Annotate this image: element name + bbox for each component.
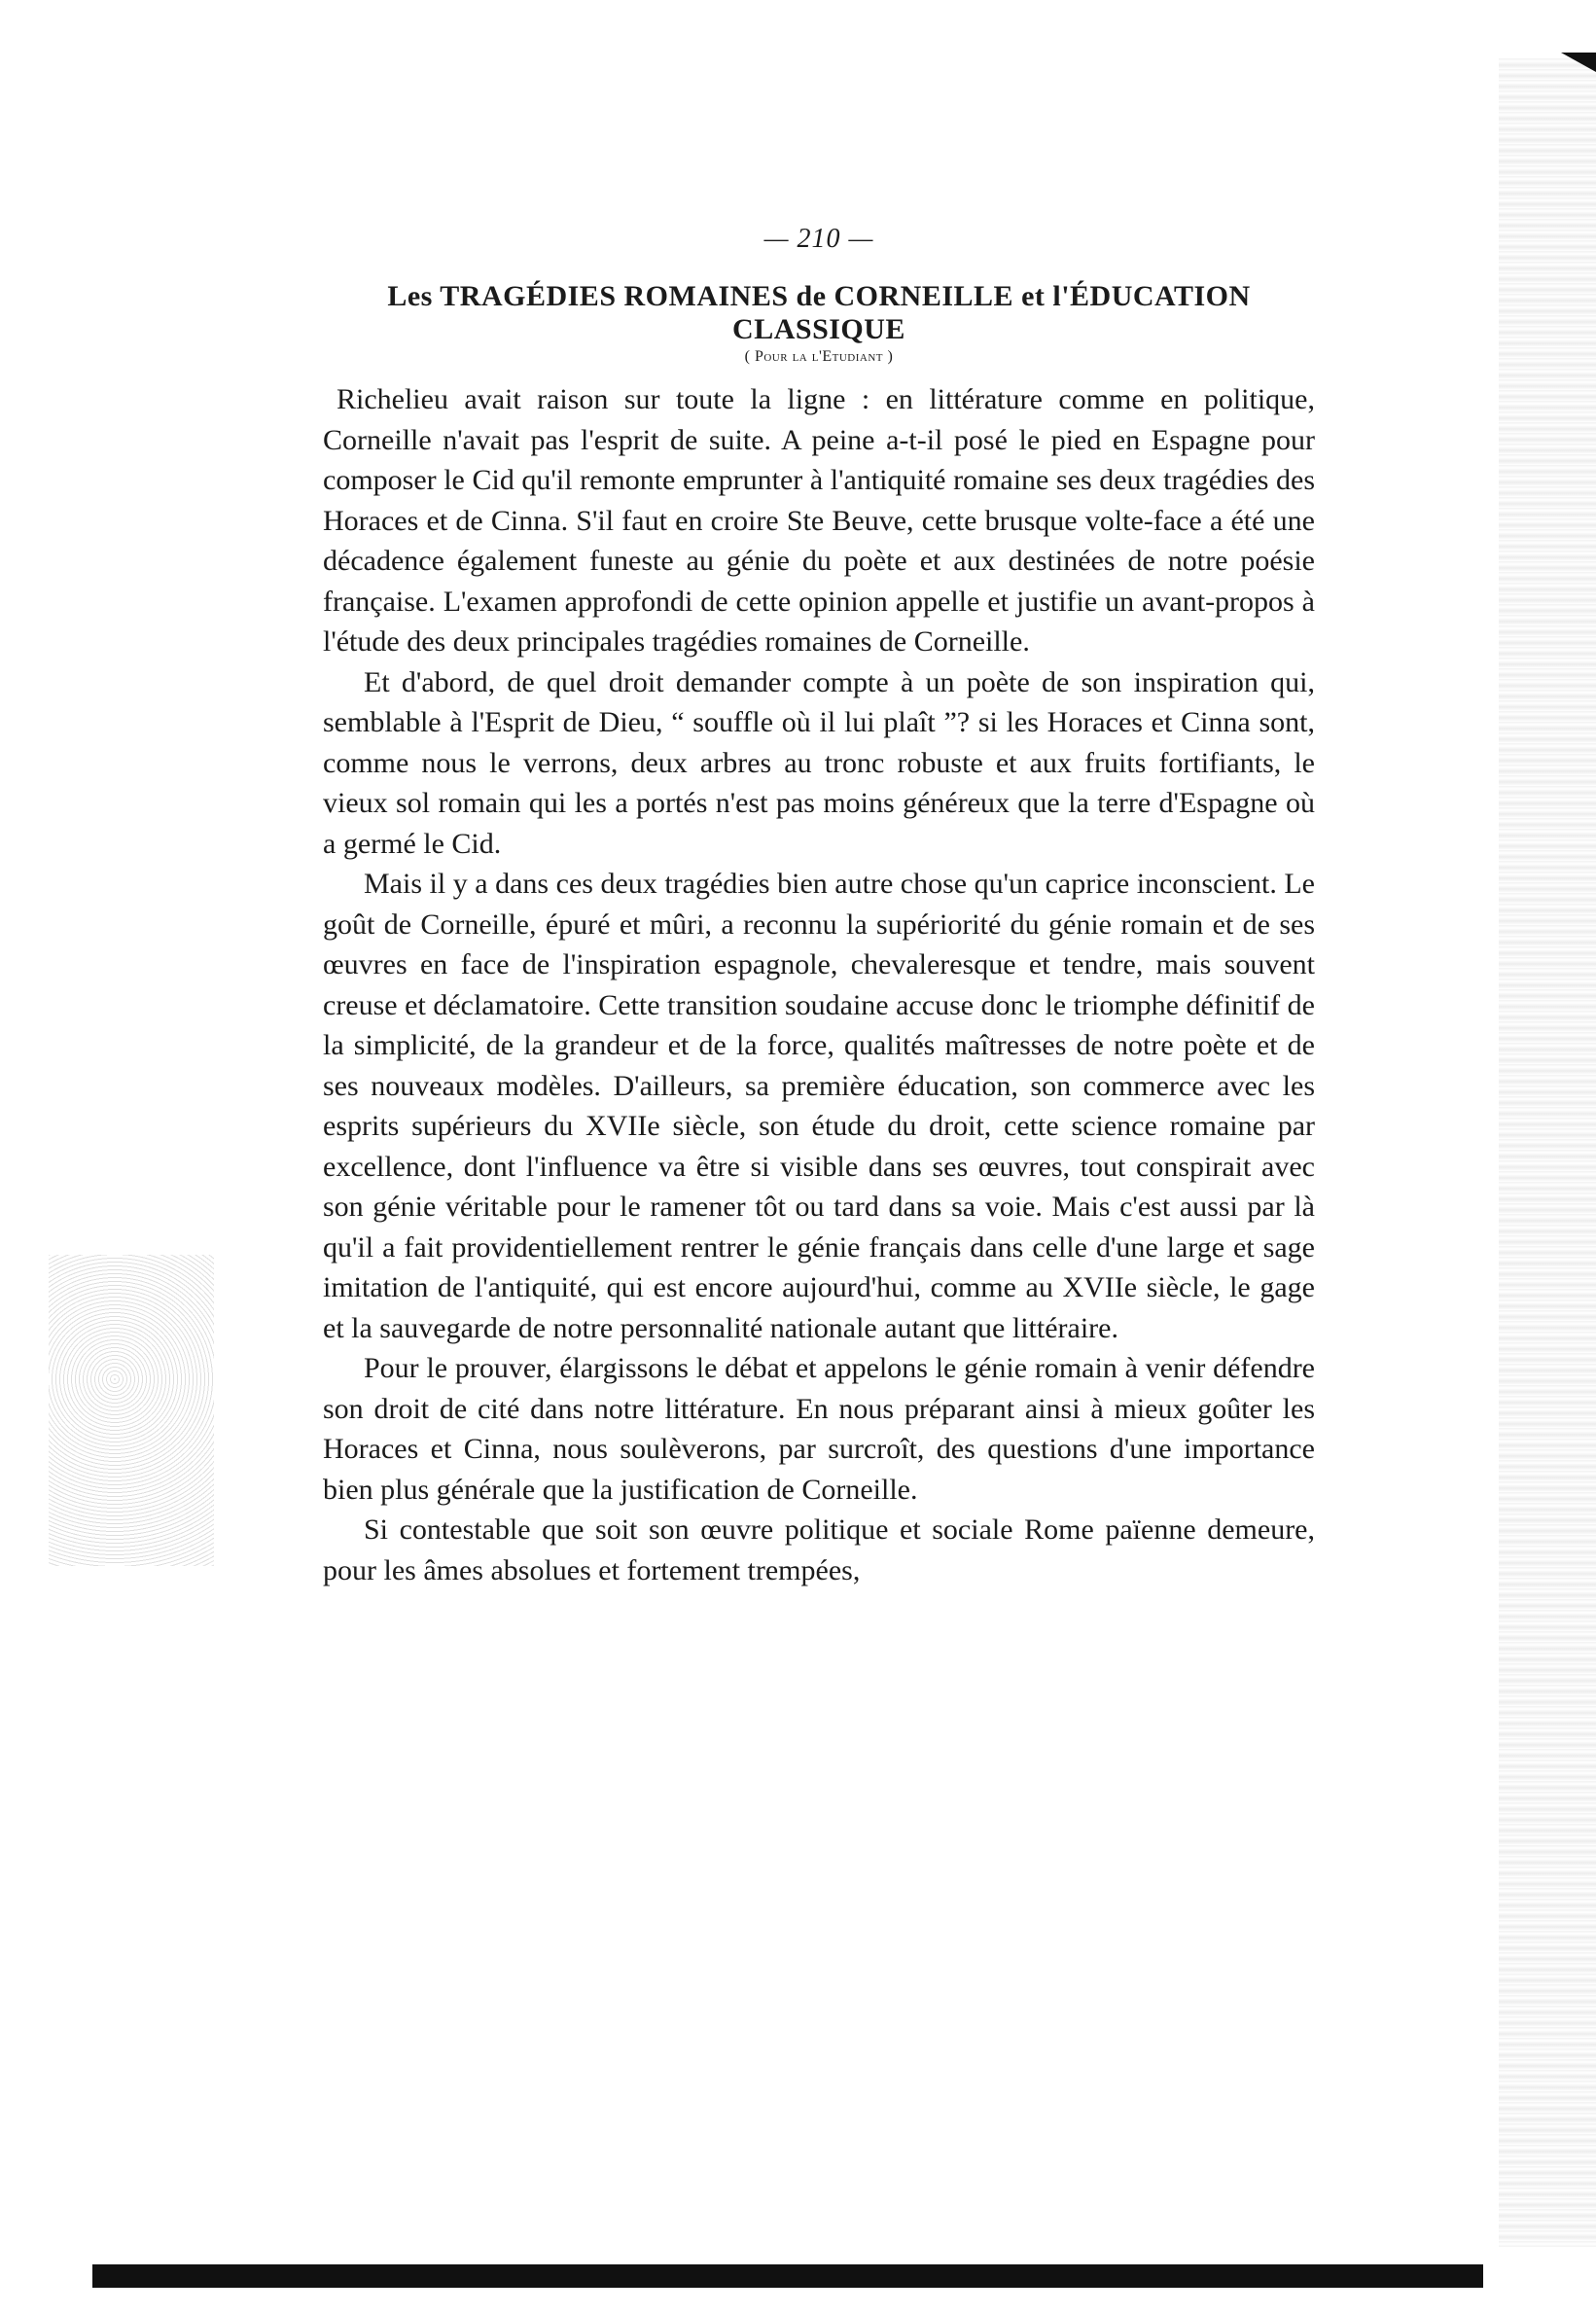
- article-subtitle: ( Pour la l'Etudiant ): [744, 348, 894, 365]
- paragraph-2: Et d'abord, de quel droit demander compte à un poète de son inspiration qui, semblable à l'Esprit de Dieu, “ souffle où il lui plaît ”? si les Horaces et Cinna sont, comme nous le verrons, deux arbres au tronc robuste et aux fruits fortifiants, le vieux sol romain qui les a portés n'est pas moins généreux que la terre d'Espagne où a germé le Cid.: [323, 665, 1315, 860]
- article-title-line-1: Les TRAGÉDIES ROMAINES de CORNEILLE et l'ÉDUCATION: [387, 280, 1251, 312]
- scan-artifact-bottom-bar: [92, 2264, 1483, 2288]
- article-title: [323, 280, 1315, 346]
- document-page: [323, 224, 1315, 1590]
- scan-artifact-left-smudge: [49, 1255, 214, 1566]
- article-body: [323, 379, 1315, 1590]
- paragraph-4: Pour le prouver, élargissons le débat et appelons le génie romain à venir défendre son droit de cité dans notre littérature. En nous préparant ainsi à mieux goûter les Horaces et Cinna, nous soulèverons, par surcroît, des questions d'une importance bien plus générale que la justification de Corneille.: [323, 1352, 1315, 1506]
- article-title-line-2: CLASSIQUE: [732, 313, 905, 345]
- scan-artifact-corner-mark: [1561, 53, 1596, 72]
- page-number: — 210 —: [763, 224, 874, 254]
- paragraph-5: Si contestable que soit son œuvre politique et sociale Rome païenne demeure, pour les âmes absolues et fortement trempées,: [323, 1513, 1315, 1586]
- paragraph-3: Mais il y a dans ces deux tragédies bien autre chose qu'un caprice inconscient. Le goût de Corneille, épuré et mûri, a reconnu la supériorité du génie romain et de ses œuvres en face de l'inspiration espagnole, chevaleresque et tendre, mais souvent creuse et déclamatoire. Cette transition soudaine accuse donc le triomphe définitif de la simplicité, de la grandeur et de la force, qualités maîtresses de notre poète et de ses nouveaux modèles. D'ailleurs, sa première éducation, son commerce avec les esprits supérieurs du XVIIe siècle, son étude du droit, cette science romaine par excellence, dont l'influence va être si visible dans ses œuvres, tout conspirait avec son génie véritable pour le ramener tôt ou tard dans sa voie. Mais c'est aussi par là qu'il a fait providentiellement rentrer le génie français dans celle d'une large et sage imitation de l'antiquité, qui est encore aujourd'hui, comme au XVIIe siècle, le gage et la sauvegarde de notre personnalité nationale autant que littéraire.: [323, 868, 1315, 1344]
- paragraph-1: Richelieu avait raison sur toute la ligne : en littérature comme en politique, Corneille n'avait pas l'esprit de suite. A peine a-t-il posé le pied en Espagne pour composer le Cid qu'il remonte emprunter à l'antiquité romaine ses deux tragédies des Horaces et de Cinna. S'il faut en croire Ste Beuve, cette brusque volte-face a été une décadence également funeste au génie du poète et aux destinées de notre poésie française. L'examen approfondi de cette opinion appelle et justifie un avant-propos à l'étude des deux principales tragédies romaines de Corneille.: [323, 383, 1315, 658]
- scan-artifact-right-edge: [1499, 58, 1596, 2247]
